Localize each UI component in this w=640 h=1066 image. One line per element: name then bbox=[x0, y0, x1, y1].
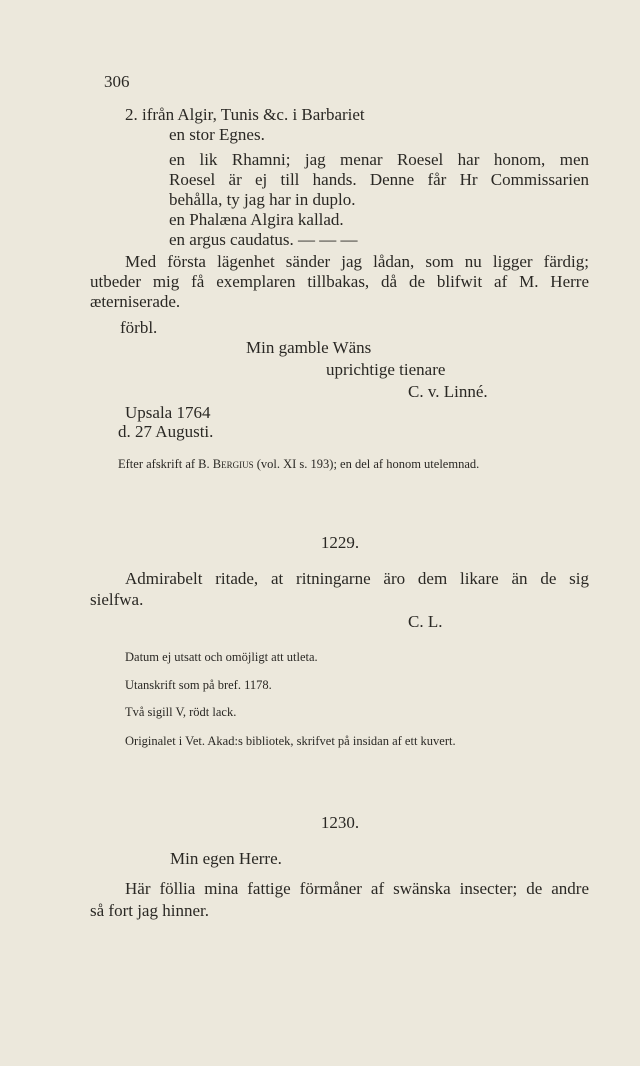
list-item: en stor Egnes. bbox=[169, 125, 265, 144]
signoff-line: uprichtige tienare bbox=[326, 360, 446, 379]
paragraph-line: Admirabelt ritade, at ritningarne äro dem likare än de sig bbox=[125, 569, 589, 588]
page-number: 306 bbox=[104, 72, 130, 91]
list-item: en lik Rhamni; jag menar Roesel har honom, men bbox=[169, 150, 589, 169]
editorial-note: Två sigill V, rödt lack. bbox=[125, 705, 237, 719]
author-name: Bergius bbox=[212, 457, 254, 471]
paragraph-line: utbeder mig få exemplaren tillbakas, då de blifwit af M. Herre bbox=[90, 272, 589, 291]
editorial-note: Utanskrift som på bref. 1178. bbox=[125, 678, 272, 692]
signoff-line: Min gamble Wäns bbox=[246, 338, 372, 357]
list-item: en Phalæna Algira kallad. bbox=[169, 210, 344, 229]
paragraph-line: Här föllia mina fattige förmåner af swänska insecter; de andre bbox=[125, 879, 589, 898]
paragraph-line: så fort jag hinner. bbox=[90, 901, 209, 920]
place: Upsala 1764 bbox=[125, 403, 211, 422]
letter-number: 1230. bbox=[320, 813, 360, 832]
list-item: Roesel är ej till hands. Denne får Hr Commissarien bbox=[169, 170, 589, 189]
editorial-note: Originalet i Vet. Akad:s bibliotek, skrifvet på insidan af ett kuvert. bbox=[125, 734, 456, 748]
salutation: Min egen Herre. bbox=[170, 849, 282, 868]
date: d. 27 Augusti. bbox=[118, 422, 214, 441]
list-item: 2. ifrån Algir, Tunis &c. i Barbariet bbox=[125, 105, 365, 124]
signature: C. v. Linné. bbox=[408, 382, 488, 401]
paragraph-line: æterniserade. bbox=[90, 292, 181, 311]
list-item: behålla, ty jag har in duplo. bbox=[169, 190, 356, 209]
closing-text: förbl. bbox=[120, 318, 158, 337]
editorial-note: Datum ej utsatt och omöjligt att utleta. bbox=[125, 650, 318, 664]
paragraph-line: sielfwa. bbox=[90, 590, 144, 609]
letter-number: 1229. bbox=[320, 533, 360, 552]
editorial-note: Efter afskrift af B. Bergius (vol. XI s. 193); en del af honom utelemnad. bbox=[118, 457, 480, 471]
signature: C. L. bbox=[408, 612, 443, 631]
paragraph-line: Med första lägenhet sänder jag lådan, som nu ligger färdig; bbox=[125, 252, 589, 271]
list-item: en argus caudatus. — — — bbox=[169, 230, 358, 249]
